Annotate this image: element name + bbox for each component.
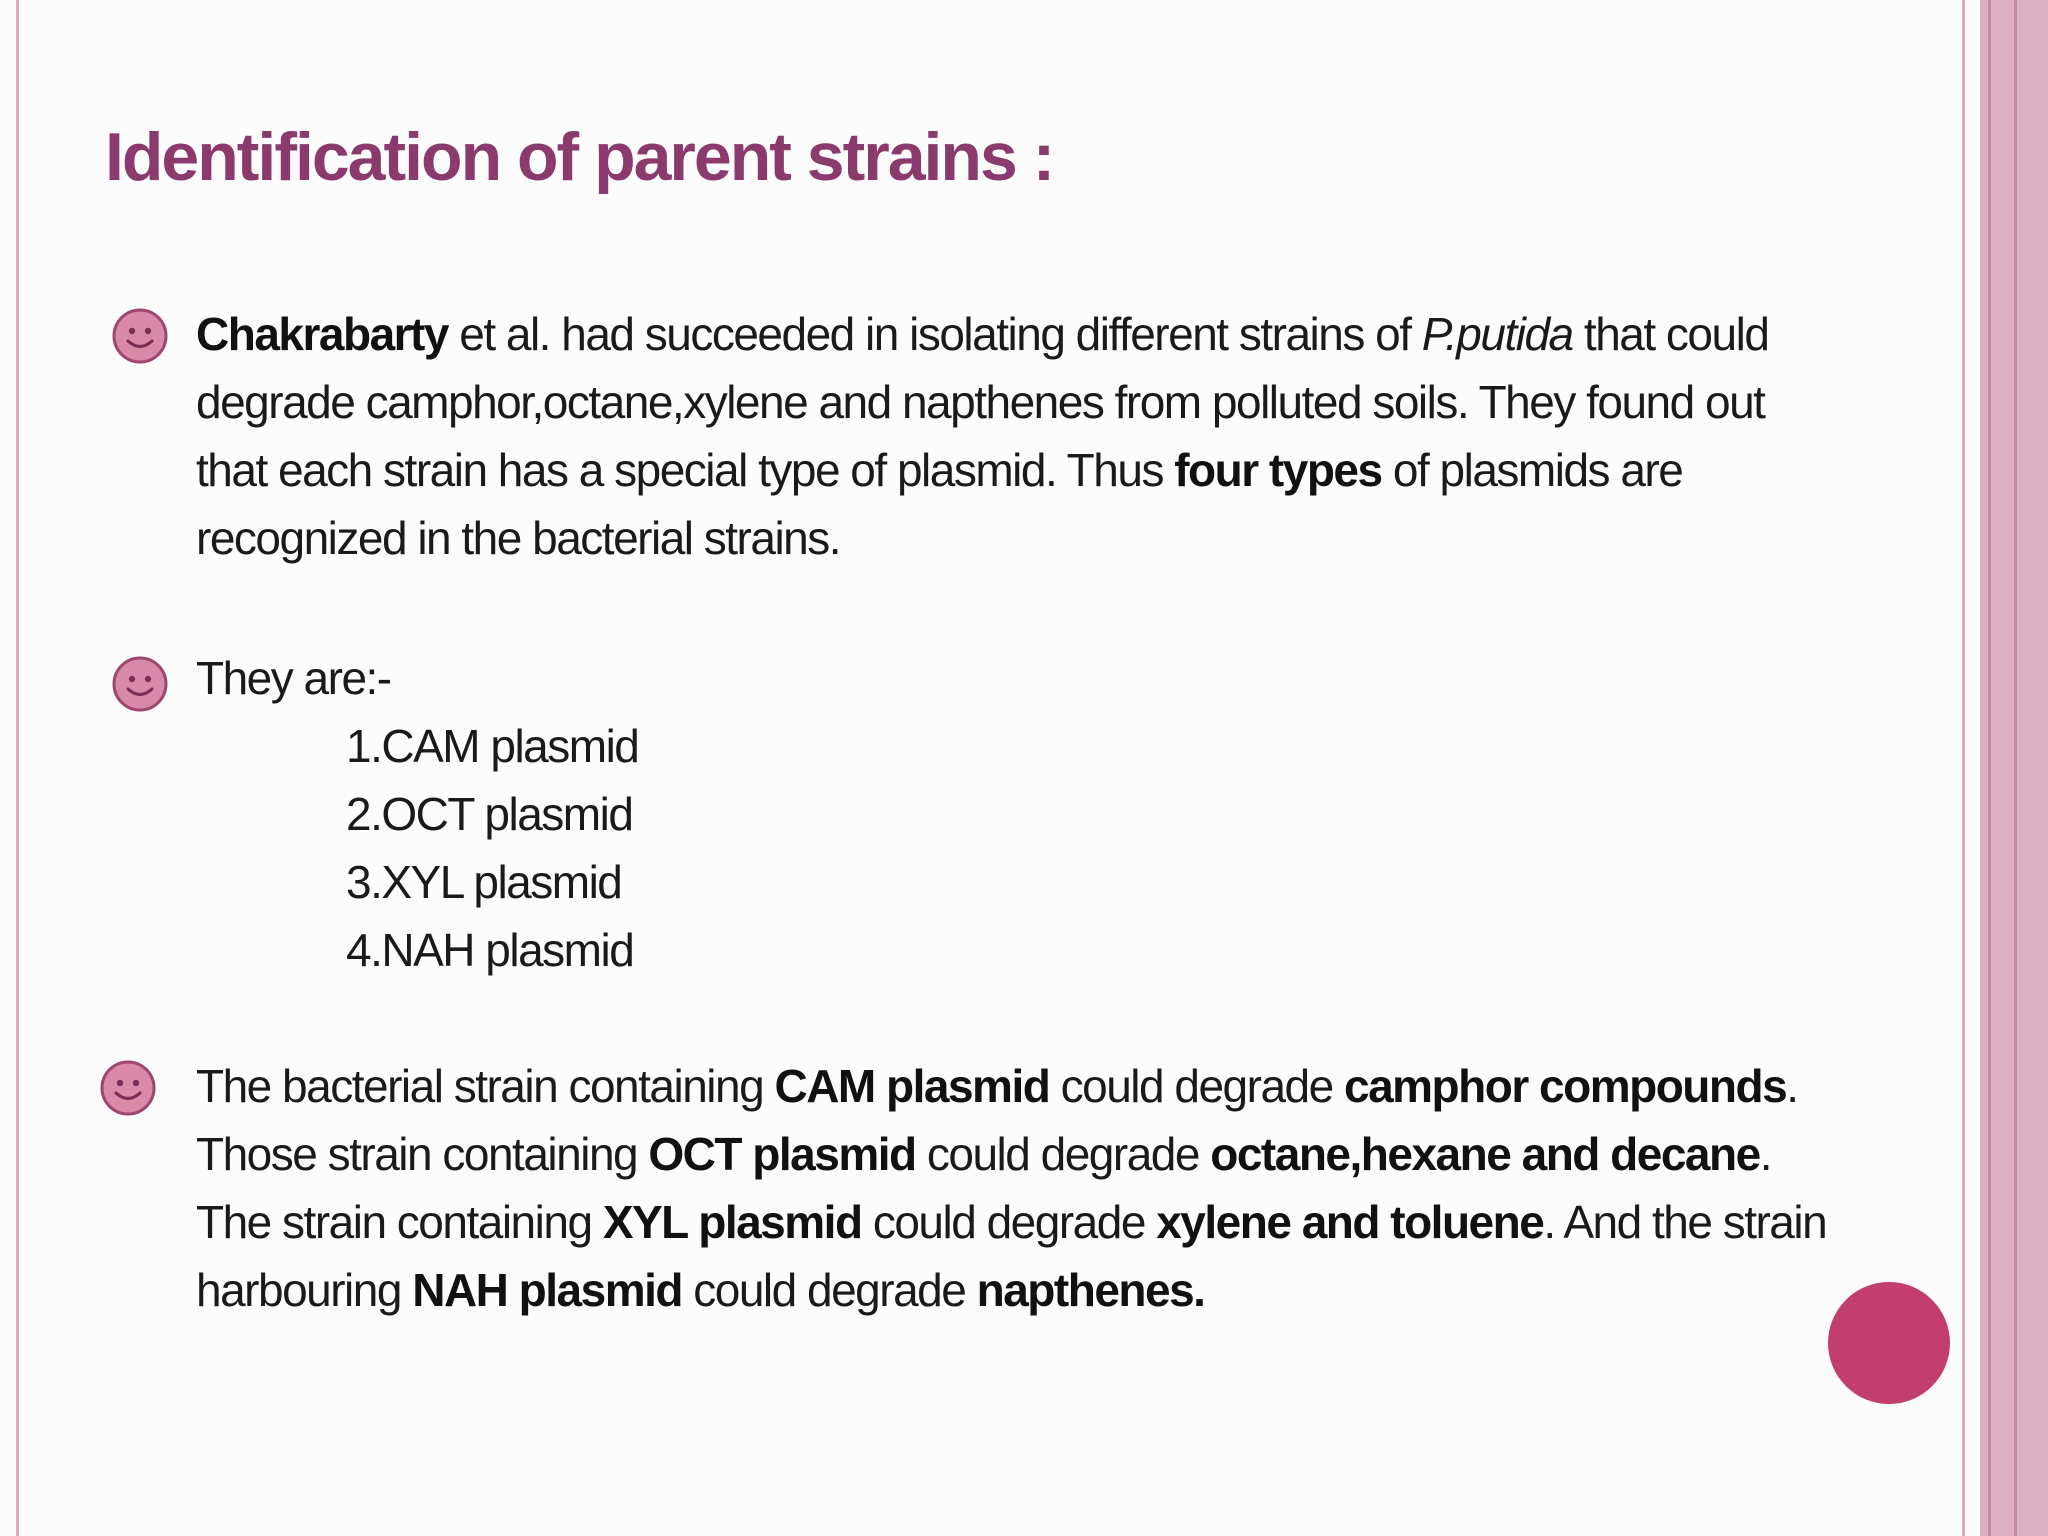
- bullet-intro-they-are: They are:-: [196, 652, 391, 704]
- text-span: could degrade: [1049, 1060, 1344, 1112]
- smiley-face-icon: [98, 1058, 158, 1118]
- emphasis-xylene-toluene: xylene and toluene: [1156, 1196, 1544, 1248]
- band-line-left: [1988, 0, 1991, 1536]
- emphasis-four-types: four types: [1174, 444, 1382, 496]
- slide-title: Identification of parent strains :: [105, 119, 1054, 195]
- list-item: 4.NAH plasmid: [346, 924, 634, 976]
- text-span: that could degrade camphor,octane,xylene and napthenes from polluted soils. They found out that each strain has a special type of plasmid. Thus: [196, 308, 1769, 496]
- emphasis-oct-plasmid: OCT plasmid: [648, 1128, 916, 1180]
- plasmid-list: [346, 712, 638, 984]
- text-span: could degrade: [861, 1196, 1157, 1248]
- text-span: The bacterial strain containing: [196, 1060, 775, 1112]
- pink-circle-icon: [1828, 1282, 1950, 1404]
- text-span: et al. had succeeded in isolating different strains of: [447, 308, 1422, 360]
- smiley-face-icon: [110, 306, 170, 366]
- text-span: . And the strain harbouring: [196, 1196, 1827, 1316]
- list-item: 3.XYL plasmid: [346, 856, 622, 908]
- smiley-face-icon: [110, 654, 170, 714]
- left-border-line: [16, 0, 19, 1536]
- text-span: could degrade: [915, 1128, 1211, 1180]
- right-border-line: [1962, 0, 1965, 1536]
- list-item: 1.CAM plasmid: [346, 720, 639, 772]
- right-border-band: [1980, 0, 2048, 1536]
- emphasis-xyl-plasmid: XYL plasmid: [602, 1196, 862, 1248]
- author-name: Chakrabarty: [196, 308, 448, 360]
- emphasis-octane-hexane-decane: octane,hexane and decane: [1210, 1128, 1760, 1180]
- emphasis-camphor-compounds: camphor compounds: [1343, 1060, 1787, 1112]
- text-span: of plasmids are recognized in the bacterial strains.: [196, 444, 1683, 564]
- text-span: . The strain containing: [196, 1128, 1771, 1248]
- list-item: 2.OCT plasmid: [346, 788, 633, 840]
- emphasis-cam-plasmid: CAM plasmid: [774, 1060, 1050, 1112]
- bullet-paragraph-chakrabarty: [196, 300, 1796, 572]
- bullet-paragraph-plasmid-functions: [196, 1052, 1836, 1324]
- emphasis-nah-plasmid: NAH plasmid: [412, 1264, 682, 1316]
- band-line-right: [2014, 0, 2017, 1536]
- emphasis-napthenes: napthenes.: [976, 1264, 1205, 1316]
- species-name: P.putida: [1421, 308, 1573, 360]
- text-span: . Those strain containing: [196, 1060, 1798, 1180]
- text-span: could degrade: [681, 1264, 977, 1316]
